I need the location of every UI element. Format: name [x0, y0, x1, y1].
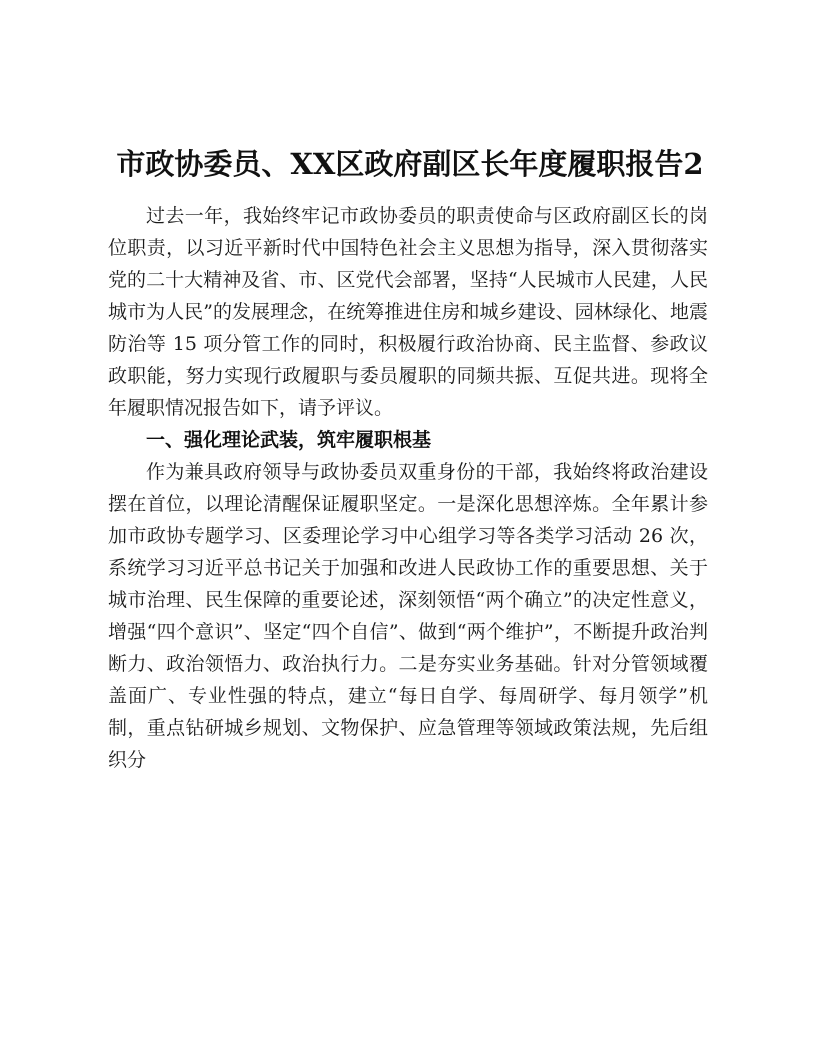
document-body: [108, 200, 708, 776]
intro-paragraph: 过去一年，我始终牢记市政协委员的职责使命与区政府副区长的岗位职责，以习近平新时代中国特色社会主义思想为指导，深入贯彻落实党的二十大精神及省、市、区党代会部署，坚持“人民城市人民建，人民城市为人民”的发展理念，在统筹推进住房和城乡建设、园林绿化、地震防治等 15 项分管工作的同时，积极履行政治协商、民主监督、参政议政职能，努力实现行政履职与委员履职的同频共振、互促共进。现将全年履职情况报告如下，请予评议。: [108, 205, 708, 419]
section-1-paragraph: 作为兼具政府领导与政协委员双重身份的干部，我始终将政治建设摆在首位，以理论清醒保证履职坚定。一是深化思想淬炼。全年累计参加市政协专题学习、区委理论学习中心组学习等各类学习活动 26 次，系统学习习近平总书记关于加强和改进人民政协工作的重要思想、关于城市治理、民生保障的重要论述，深刻领悟“两个确立”的决定性意义，增强“四个意识”、坚定“四个自信”、做到“两个维护”，不断提升政治判断力、政治领悟力、政治执行力。二是夯实业务基础。针对分管领域覆盖面广、专业性强的特点，建立“每日自学、每周研学、每月领学”机制，重点钻研城乡规划、文物保护、应急管理等领域政策法规，先后组织分: [108, 461, 708, 771]
document-title: 市政协委员、XX区政府副区长年度履职报告2: [116, 147, 704, 181]
section-heading-1: 一、强化理论武装，筑牢履职根基: [146, 429, 432, 451]
